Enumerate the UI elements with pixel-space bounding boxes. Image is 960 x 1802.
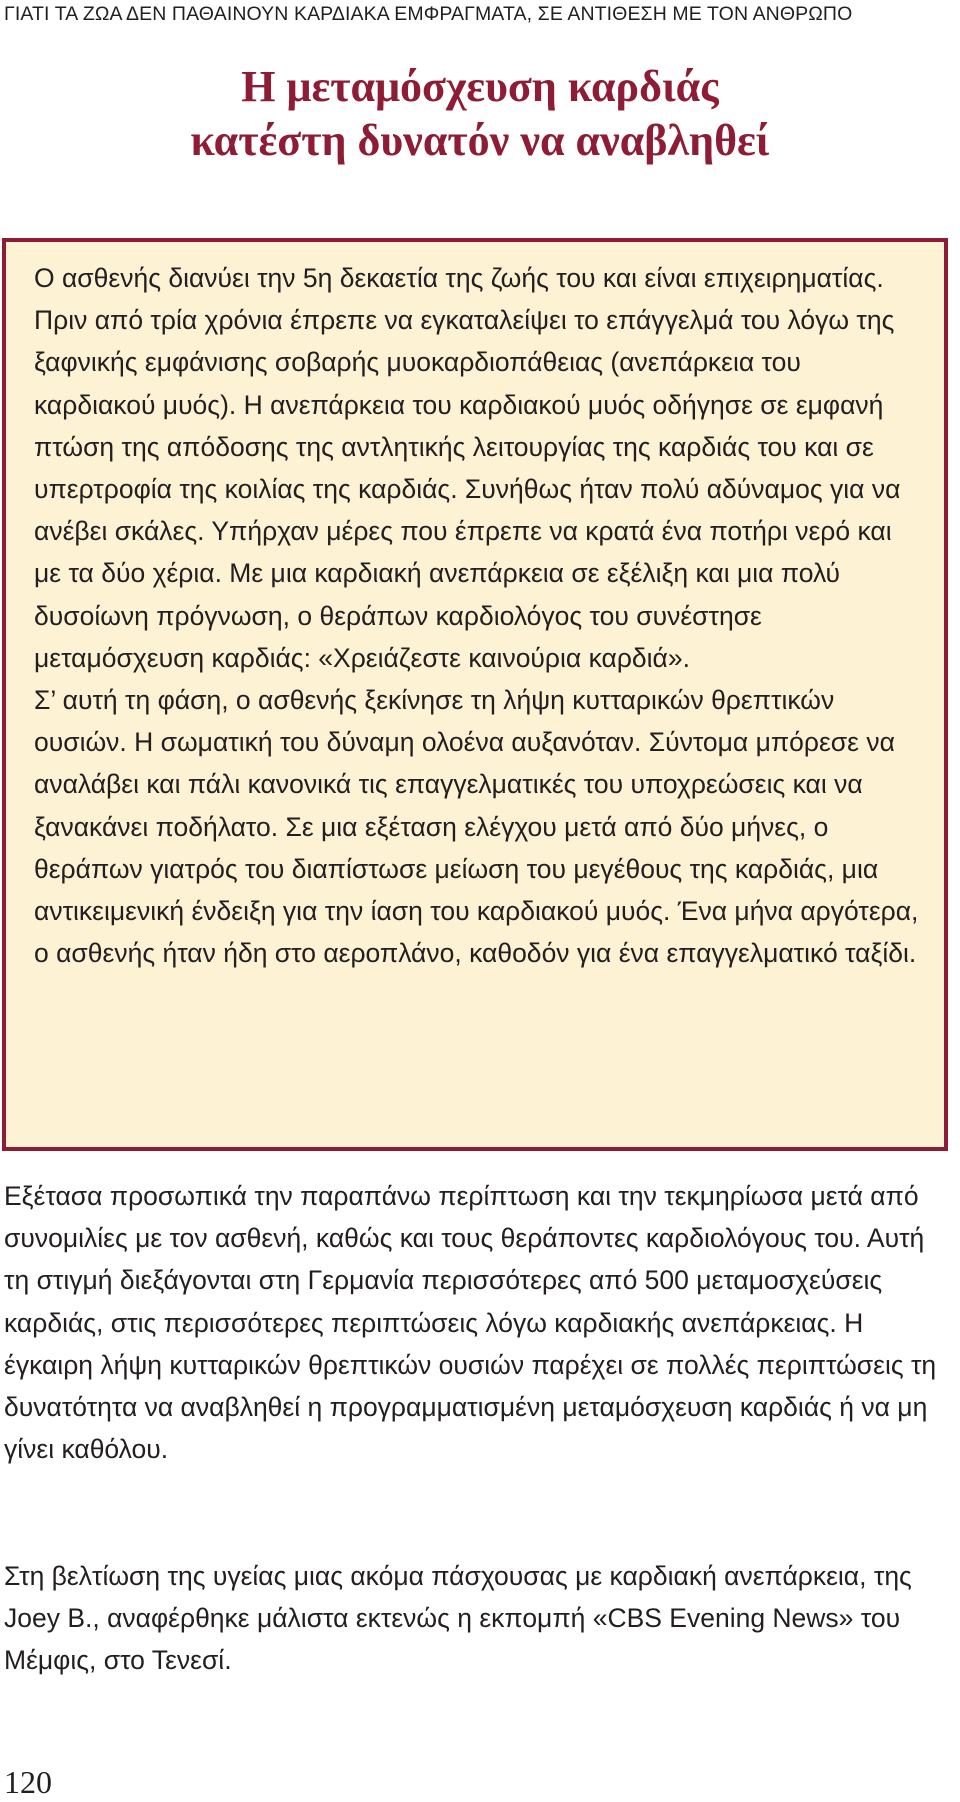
page-title bbox=[0, 60, 960, 168]
page-title-line-1: Η μεταμόσχευση καρδιάς bbox=[241, 62, 719, 111]
case-study-box bbox=[2, 238, 948, 1151]
body-paragraph-1: Εξέτασα προσωπικά την παραπάνω περίπτωση και την τεκμηρίωσα μετά από συνομιλίες με τον ασθενή, καθώς και τους θεράποντες καρδιολόγους του. Αυτή τη στιγμή διεξάγονται στη Γερμανία περισσότερες από 500 μεταμοσχεύσεις καρδιάς, στις περισσότερες περιπτώσεις λόγω καρδιακής ανεπάρκειας. Η έγκαιρη λήψη κυτταρικών θρεπτικών ουσιών παρέχει σε πολλές περιπτώσεις τη δυνατότητα να αναβληθεί η προγραμματισμένη μεταμόσχευση καρδιάς ή να μη γίνει καθόλου. bbox=[4, 1181, 937, 1465]
page-number: 120 bbox=[4, 1764, 52, 1800]
case-study-paragraph-2: Σ’ αυτή τη φάση, ο ασθενής ξεκίνησε τη λήψη κυτταρικών θρεπτικών ουσιών. Η σωματική του δύναμη ολοένα αυξανόταν. Σύντομα μπόρεσε να αναλάβει και πάλι κανονικά τις επαγγελματικές του υποχρεώσεις και να ξανακάνει ποδήλατο. Σε μια εξέταση ελέγχου μετά από δύο μήνες, ο θεράπων γιατρός του διαπίστωσε μείωση του μεγέθους της καρδιάς, μια αντικειμενική ένδειξη για την ίαση του καρδιακού μυός. Ένα μήνα αργότερα, ο ασθενής ήταν ήδη στο αεροπλάνο, καθοδόν για ένα επαγγελματικό ταξίδι. bbox=[34, 685, 919, 969]
running-header: ΓΙΑΤΙ ΤΑ ΖΩΑ ΔΕΝ ΠΑΘΑΙΝΟΥΝ ΚΑΡΔΙΑΚΑ ΕΜΦΡΑΓΜΑΤΑ, ΣΕ ΑΝΤΙΘΕΣΗ ΜΕ ΤΟΝ ΑΝΘΡΩΠΟ bbox=[4, 3, 853, 25]
body-paragraph-2: Στη βελτίωση της υγείας μιας ακόμα πάσχουσας με καρδιακή ανεπάρκεια, της Joey B., αναφέρθηκε μάλιστα εκτενώς η εκπομπή «CBS Evening News» του Μέμφις, στο Τενεσί. bbox=[4, 1561, 912, 1676]
case-study-paragraph-1: Ο ασθενής διανύει την 5η δεκαετία της ζωής του και είναι επιχειρηματίας. Πριν από τρία χρόνια έπρεπε να εγκαταλείψει το επάγγελμά του λόγω της ξαφνικής εμφάνισης σοβαρής μυοκαρδιοπάθειας (ανεπάρκεια του καρδιακού μυός). Η ανεπάρκεια του καρδιακού μυός οδήγησε σε εμφανή πτώση της απόδοσης της αντλητικής λειτουργίας της καρδιάς του και σε υπερτροφία της κοιλίας της καρδιάς. Συνήθως ήταν πολύ αδύναμος για να ανέβει σκάλες. Υπήρχαν μέρες που έπρεπε να κρατά ένα ποτήρι νερό και με τα δύο χέρια. Με μια καρδιακή ανεπάρκεια σε εξέλιξη και μια πολύ δυσοίωνη πρόγνωση, ο θεράπων καρδιολόγος του συνέστησε μεταμόσχευση καρδιάς: «Χρειάζεστε καινούρια καρδιά». bbox=[34, 263, 901, 673]
page-title-line-2: κατέστη δυνατόν να αναβληθεί bbox=[190, 116, 770, 165]
